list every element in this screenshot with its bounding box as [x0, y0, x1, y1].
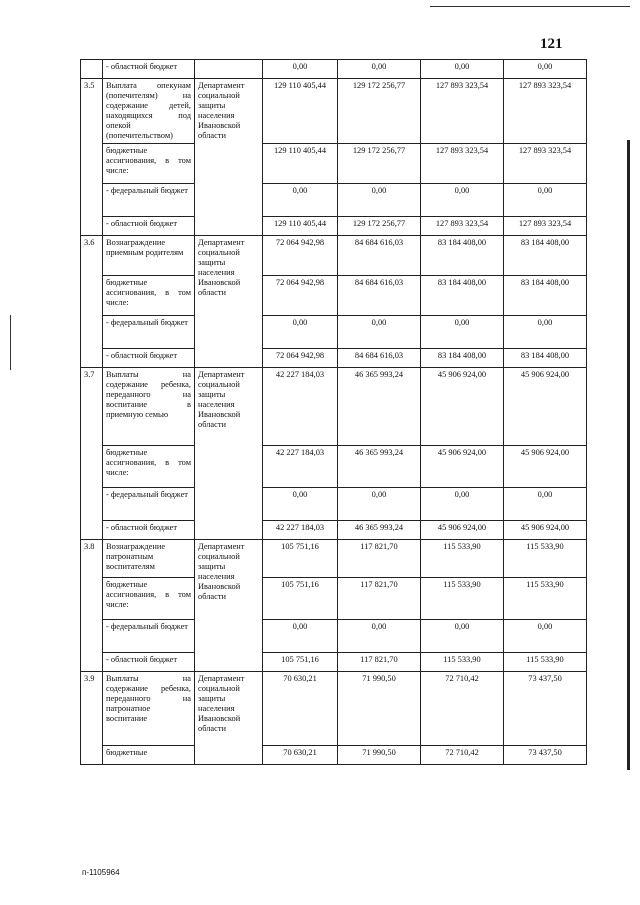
value-cell: 0,00 — [421, 184, 504, 217]
value-cell: 0,00 — [504, 316, 587, 349]
value-cell: 0,00 — [504, 620, 587, 653]
value-cell: 129 172 256,77 — [338, 79, 421, 144]
table-row — [81, 236, 587, 276]
scan-artifact-line — [430, 6, 630, 7]
value-cell: 117 821,70 — [338, 540, 421, 578]
value-cell: 72 064 942,98 — [263, 349, 338, 368]
table-row — [81, 316, 587, 349]
value-cell: 71 990,50 — [338, 672, 421, 746]
value-cell: 83 184 408,00 — [504, 236, 587, 276]
value-cell: 0,00 — [338, 488, 421, 521]
table-row — [81, 672, 587, 746]
row-description: Выплата опекунам (попечителям) на содержание детей, находящихся под опекой (попечительством) — [103, 79, 195, 144]
row-department: Департамент социальной защиты населения Ивановской области — [195, 79, 263, 236]
table-row — [81, 349, 587, 368]
value-cell: 129 172 256,77 — [338, 217, 421, 236]
row-description: Вознаграждение приемным родителям — [103, 236, 195, 276]
value-cell: 70 630,21 — [263, 746, 338, 765]
row-description: - федеральный бюджет — [103, 488, 195, 521]
value-cell: 115 533,90 — [504, 653, 587, 672]
value-cell: 46 365 993,24 — [338, 446, 421, 488]
value-cell: 127 893 323,54 — [504, 217, 587, 236]
row-department: Департамент социальной защиты населения Ивановской области — [195, 672, 263, 765]
row-index: 3.7 — [81, 368, 103, 540]
row-description: бюджетные ассигнования, в том числе: — [103, 276, 195, 316]
row-description: бюджетные ассигнования, в том числе: — [103, 144, 195, 184]
value-cell: 45 906 924,00 — [504, 446, 587, 488]
row-department: Департамент социальной защиты населения Ивановской области — [195, 368, 263, 540]
value-cell: 42 227 184,03 — [263, 521, 338, 540]
table-row — [81, 540, 587, 578]
value-cell: 129 110 405,44 — [263, 79, 338, 144]
value-cell: 105 751,16 — [263, 540, 338, 578]
value-cell: 127 893 323,54 — [504, 144, 587, 184]
value-cell: 71 990,50 — [338, 746, 421, 765]
value-cell: 46 365 993,24 — [338, 521, 421, 540]
table-row — [81, 60, 587, 79]
row-index — [81, 60, 103, 79]
page-number: 121 — [540, 36, 563, 52]
value-cell: 117 821,70 — [338, 653, 421, 672]
table-row — [81, 184, 587, 217]
value-cell: 0,00 — [338, 184, 421, 217]
scan-artifact-edge — [627, 140, 630, 770]
value-cell: 0,00 — [504, 60, 587, 79]
value-cell: 0,00 — [421, 620, 504, 653]
row-department — [195, 60, 263, 79]
row-description: бюджетные ассигнования, в том числе: — [103, 578, 195, 620]
row-description: Выплаты на содержание ребенка, переданного на воспитание в приемную семью — [103, 368, 195, 446]
value-cell: 127 893 323,54 — [504, 79, 587, 144]
value-cell: 129 172 256,77 — [338, 144, 421, 184]
table-row — [81, 144, 587, 184]
value-cell: 83 184 408,00 — [421, 236, 504, 276]
row-department: Департамент социальной защиты населения Ивановской области — [195, 236, 263, 368]
value-cell: 42 227 184,03 — [263, 446, 338, 488]
value-cell: 45 906 924,00 — [421, 446, 504, 488]
table-row — [81, 79, 587, 144]
value-cell: 0,00 — [263, 184, 338, 217]
row-description: - федеральный бюджет — [103, 184, 195, 217]
value-cell: 0,00 — [421, 316, 504, 349]
value-cell: 45 906 924,00 — [504, 368, 587, 446]
value-cell: 115 533,90 — [421, 540, 504, 578]
value-cell: 46 365 993,24 — [338, 368, 421, 446]
value-cell: 127 893 323,54 — [421, 79, 504, 144]
value-cell: 73 437,50 — [504, 672, 587, 746]
table-row — [81, 488, 587, 521]
row-index: 3.9 — [81, 672, 103, 765]
document-code: п-1105964 — [82, 868, 120, 877]
row-description: бюджетные ассигнования, в том числе: — [103, 446, 195, 488]
value-cell: 83 184 408,00 — [421, 349, 504, 368]
row-department: Департамент социальной защиты населения Ивановской области — [195, 540, 263, 672]
scan-artifact-mark — [10, 315, 11, 370]
table-row — [81, 578, 587, 620]
value-cell: 45 906 924,00 — [421, 368, 504, 446]
table-row — [81, 620, 587, 653]
value-cell: 0,00 — [338, 60, 421, 79]
value-cell: 105 751,16 — [263, 653, 338, 672]
value-cell: 115 533,90 — [504, 540, 587, 578]
value-cell: 0,00 — [504, 488, 587, 521]
value-cell: 115 533,90 — [421, 578, 504, 620]
value-cell: 42 227 184,03 — [263, 368, 338, 446]
value-cell: 105 751,16 — [263, 578, 338, 620]
row-description: - федеральный бюджет — [103, 620, 195, 653]
row-description: - областной бюджет — [103, 653, 195, 672]
row-description: - федеральный бюджет — [103, 316, 195, 349]
value-cell: 0,00 — [504, 184, 587, 217]
value-cell: 45 906 924,00 — [421, 521, 504, 540]
row-index: 3.5 — [81, 79, 103, 236]
value-cell: 72 710,42 — [421, 672, 504, 746]
row-description: - областной бюджет — [103, 60, 195, 79]
row-description: - областной бюджет — [103, 521, 195, 540]
row-description: - областной бюджет — [103, 217, 195, 236]
value-cell: 115 533,90 — [504, 578, 587, 620]
value-cell: 127 893 323,54 — [421, 144, 504, 184]
value-cell: 0,00 — [263, 316, 338, 349]
value-cell: 129 110 405,44 — [263, 144, 338, 184]
value-cell: 127 893 323,54 — [421, 217, 504, 236]
row-description: Выплаты на содержание ребенка, переданного на патронатное воспитание — [103, 672, 195, 746]
table-row — [81, 217, 587, 236]
row-description: - областной бюджет — [103, 349, 195, 368]
table-row — [81, 276, 587, 316]
value-cell: 0,00 — [263, 488, 338, 521]
value-cell: 0,00 — [338, 316, 421, 349]
value-cell: 72 710,42 — [421, 746, 504, 765]
table-row — [81, 521, 587, 540]
value-cell: 115 533,90 — [421, 653, 504, 672]
value-cell: 84 684 616,03 — [338, 236, 421, 276]
value-cell: 72 064 942,98 — [263, 276, 338, 316]
budget-table — [80, 59, 587, 765]
value-cell: 72 064 942,98 — [263, 236, 338, 276]
value-cell: 0,00 — [263, 620, 338, 653]
table-row — [81, 368, 587, 446]
value-cell: 0,00 — [421, 60, 504, 79]
row-index: 3.6 — [81, 236, 103, 368]
value-cell: 0,00 — [338, 620, 421, 653]
value-cell: 84 684 616,03 — [338, 276, 421, 316]
value-cell: 84 684 616,03 — [338, 349, 421, 368]
row-index: 3.8 — [81, 540, 103, 672]
table-row — [81, 653, 587, 672]
value-cell: 73 437,50 — [504, 746, 587, 765]
table-row — [81, 446, 587, 488]
value-cell: 45 906 924,00 — [504, 521, 587, 540]
value-cell: 83 184 408,00 — [421, 276, 504, 316]
value-cell: 83 184 408,00 — [504, 349, 587, 368]
row-description: бюджетные — [103, 746, 195, 765]
table-row — [81, 746, 587, 765]
value-cell: 70 630,21 — [263, 672, 338, 746]
row-description: Вознаграждение патронатным воспитателям — [103, 540, 195, 578]
value-cell: 129 110 405,44 — [263, 217, 338, 236]
value-cell: 117 821,70 — [338, 578, 421, 620]
value-cell: 0,00 — [263, 60, 338, 79]
value-cell: 83 184 408,00 — [504, 276, 587, 316]
value-cell: 0,00 — [421, 488, 504, 521]
